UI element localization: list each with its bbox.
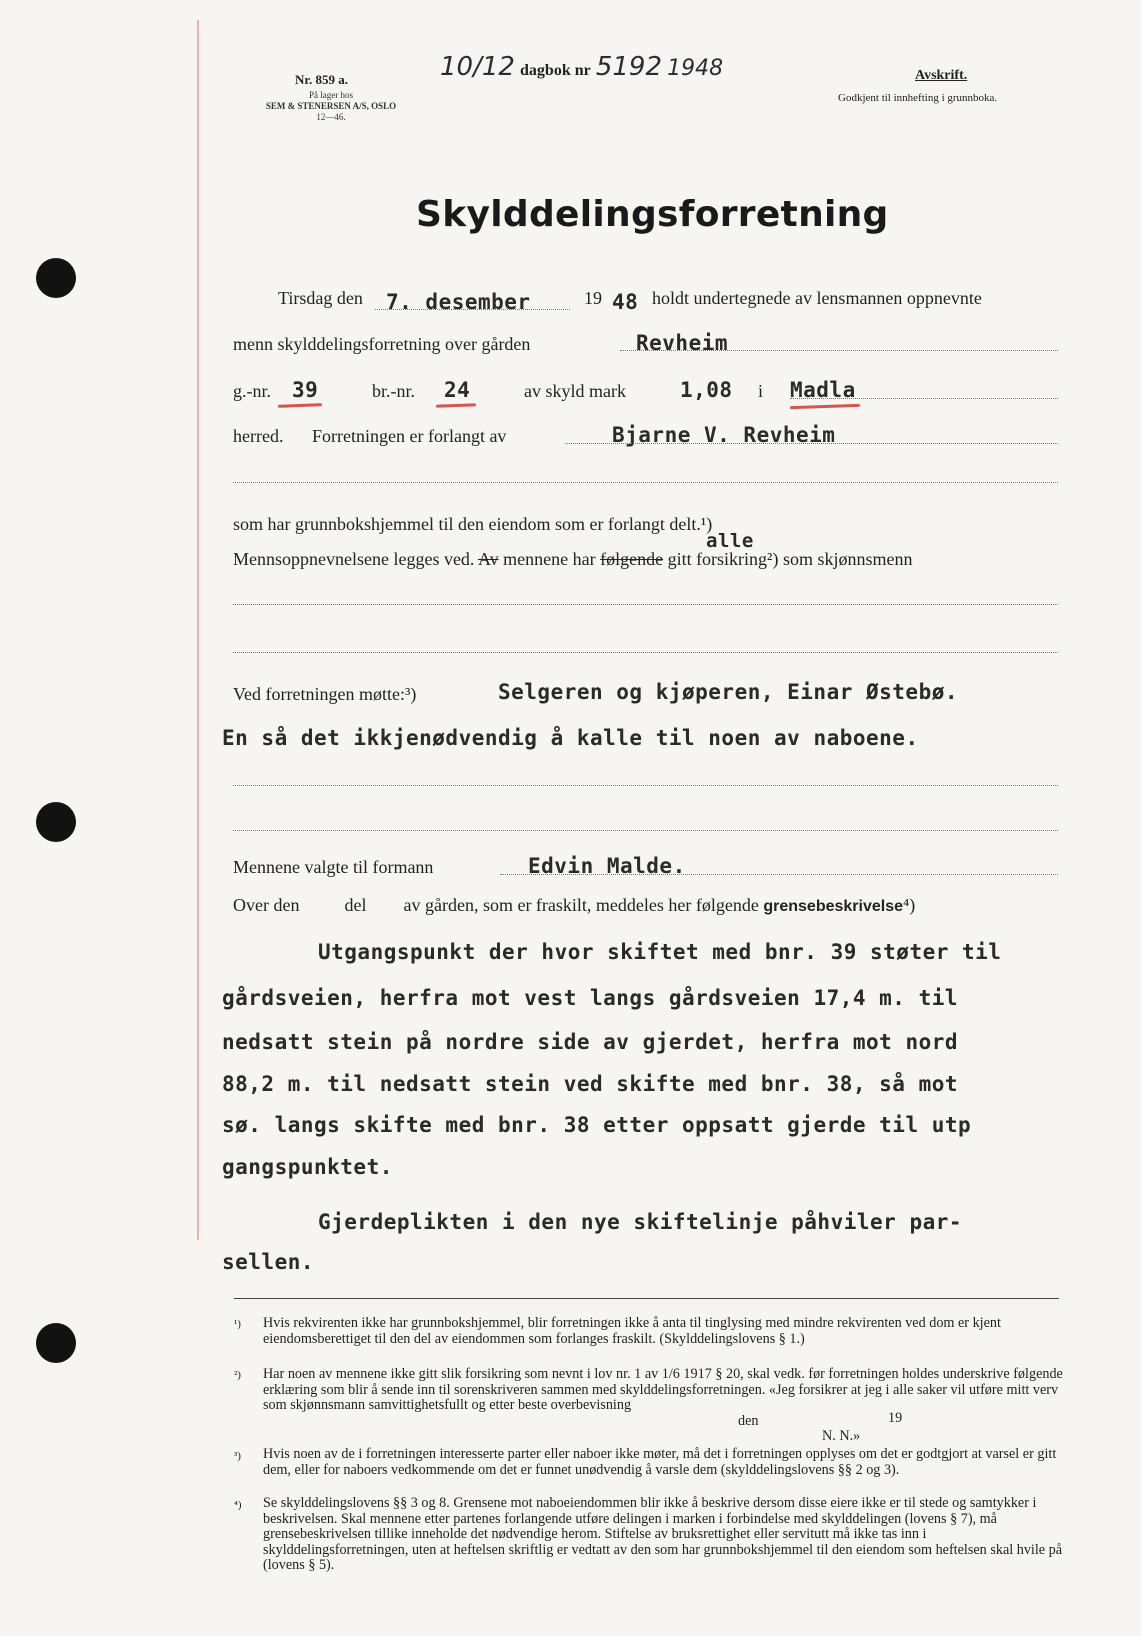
footnote-2-nineteen: 19 [888,1410,903,1426]
brnr-value: 24 [444,378,471,402]
journal-label: dagbok nr [520,62,591,79]
attendance-label: Ved forretningen møtte:³) [233,684,417,704]
requested-by: Bjarne V. Revheim [612,423,836,447]
boundary-line-5: gangspunktet. [222,1155,393,1179]
year-suffix: 48 [612,290,639,314]
attendance-line-1: Selgeren og kjøperen, Einar Østebø. [498,680,959,704]
menn-line [233,549,912,570]
gnr-value: 39 [292,378,319,402]
boundary-sup: ⁴) [903,895,916,915]
herred-name: Madla [790,378,856,402]
menn-start: Mennsoppnevnelsene legges ved. [233,549,475,569]
menn-struck-1: Av [477,549,499,569]
footnote-4-num: ⁴) [234,1499,242,1511]
boundary-intro [233,895,915,916]
label-den: den [336,288,363,308]
footnote-1-num: ¹) [234,1318,241,1330]
label-herred: herred. [233,426,284,446]
boundary-line-3: 88,2 m. til nedsatt stein ved skifte med bnr. 38, så mot [222,1072,959,1096]
footnote-4: Se skylddelingslovens §§ 3 og 8. Grensene mot naboeiendommen blir ikke å beskrive dersom disse eiere ikke er til stede og samtykker i beskrivelsen. Skal mennene etter partenes forlangende utføre delingen i marken i forbindelse med skylddelingen (lovens § 7), må grensebeskrivelsen tillike inneholde det nødvendige herom. Stiftelse av bruksrettighet eller servitutt må ikke tas inn i skylddelingsforretningen, uten at heftelsen skriftlig er vedtatt av den som har grunnbokshjemmel til den eiendom som heftelsen skal hvile på (lovens § 5). [263,1495,1063,1573]
intro-line-1 [278,288,363,309]
footnote-rule [234,1298,1059,1299]
publisher-line1: På lager hos [309,90,353,100]
meeting-date: 7. desember [386,290,531,314]
approval-text: Godkjent til innhefting i grunnboka. [838,92,998,104]
publisher-block [246,90,416,123]
year-prefix: 19 [584,288,602,308]
boundary-line-0: Utgangspunkt der hvor skiftet med bnr. 39 støter til [318,940,1002,964]
footnote-2-num: ²) [234,1369,241,1381]
label-brnr: br.-nr. [372,381,415,401]
journal-stamp [440,52,723,82]
menn-struck-2: følgende [600,549,664,569]
weekday: Tirsdag [278,288,333,308]
intro-line-2: menn skylddelingsforretning over gården [233,334,531,354]
menn-insert: alle [706,530,754,552]
footnote-2: Har noen av mennene ikke gitt slik forsikring som nevnt i lov nr. 1 av 1/6 1917 § 20, skal vedk. før forretningen holdes underskrive følgende erklæring som blir å sende inn til sorenskriveren sammen med skylddelingsforretningen. «Jeg forsikrer at jeg i alle saker vil utføre mitt verv som skjønnsmann samvittighetsfullt og etter beste overbevisning [263,1366,1063,1413]
punch-hole-bottom [36,1323,76,1363]
footnote-3: Hvis noen av de i forretningen interesserte parter eller naboer ikke møter, må det i forretningen opplyses om det er godtgjort at varsel er gitt dem, eller for naboers vedkommende om det er funnet unødvendig å varsle dem (skylddelingslovens §§ 2 og 3). [263,1446,1057,1478]
document-title: Skylddelingsforretning [416,194,889,235]
punch-hole-top [36,258,76,298]
boundary-part2: del [344,895,367,915]
chairman-label: Mennene valgte til formann [233,857,434,877]
boundary-bold: grensebeskrivelse [763,898,904,915]
footnote-2-den: den [738,1413,759,1429]
footnote-3-num: ³) [234,1450,241,1462]
chairman-name: Edvin Malde. [528,854,686,878]
label-i: i [758,381,764,401]
label-gnr: g.-nr. [233,381,271,401]
menn-end: gitt forsikring²) som skjønnsmenn [667,549,913,569]
form-number: Nr. 859 a. [295,72,348,87]
boundary-line-4: sø. langs skifte med bnr. 38 etter oppsatt gjerde til utp [222,1113,972,1137]
fence-line-1: sellen. [222,1250,315,1274]
punch-hole-middle [36,802,76,842]
attendance-line-2: En så det ikkjenødvendig å kalle til noen av naboene. [222,726,919,750]
skyld-value: 1,08 [680,378,733,402]
journal-year: 1948 [667,56,724,81]
line-grunnbok: som har grunnbokshjemmel til den eiendom som er forlangt delt.¹) [233,514,713,534]
menn-mid: mennene har [503,549,596,569]
publisher-line2: SEM & STENERSEN A/S, OSLO [265,101,397,111]
footnote-1: Hvis rekvirenten ikke har grunnbokshjemmel, blir forretningen ikke å anta til tinglysing med mindre rekvirenten ved dom er kjent eiendomsberettiget til den del av eiendommen som forlanges fraskilt. (Skylddelingslovens § 1.) [263,1315,1001,1347]
boundary-part3: av gården, som er fraskilt, meddeles her følgende [403,895,759,915]
footnote-2-nn: N. N.» [822,1428,861,1444]
label-skyld: av skyld mark [524,381,626,401]
farm-name: Revheim [636,331,729,355]
label-requested: Forretningen er forlangt av [312,426,507,446]
journal-date: 10/12 [440,52,515,82]
intro-after-year: holdt undertegnede av lensmannen oppnevnte [652,288,982,308]
publisher-line3: 12—46. [316,112,346,122]
boundary-part1: Over den [233,895,300,915]
copy-label: Avskrift. [915,68,968,83]
margin-line [197,20,199,1240]
fence-line-0: Gjerdeplikten i den nye skiftelinje påhviler par- [318,1210,963,1234]
boundary-line-1: gårdsveien, herfra mot vest langs gårdsveien 17,4 m. til [222,986,959,1010]
journal-number: 5192 [595,52,662,82]
boundary-line-2: nedsatt stein på nordre side av gjerdet, herfra mot nord [222,1030,959,1054]
